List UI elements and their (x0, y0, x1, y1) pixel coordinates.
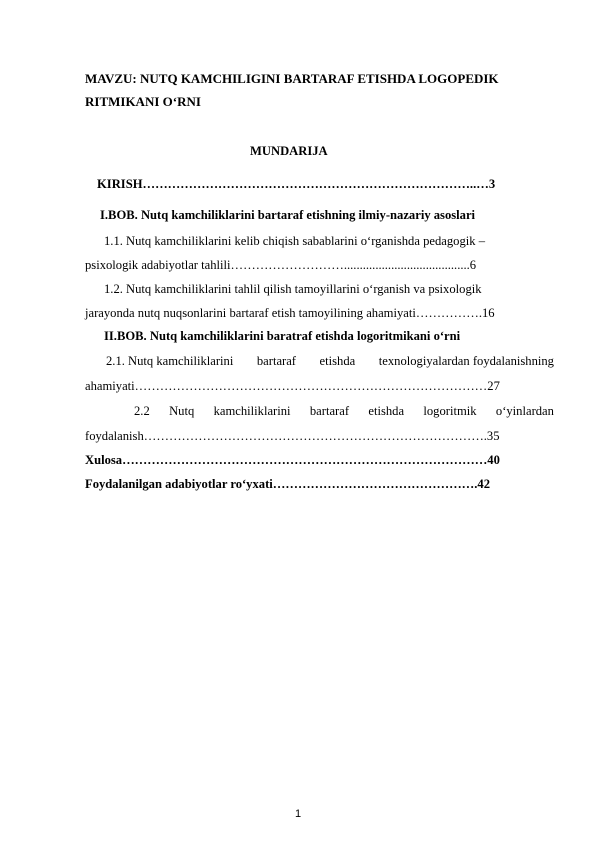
toc-adabiyotlar: Foydalanilgan adabiyotlar ro‘yxati………………………………………….42 (85, 477, 491, 491)
title-line-2: RITMIKANI O‘RNI (85, 94, 201, 109)
toc-word: bartaraf (309, 404, 350, 418)
toc-word: bartaraf (256, 354, 297, 368)
toc-word: etishda (319, 354, 356, 368)
page-number: 1 (294, 808, 302, 820)
toc-section-1-2-line-2: jarayonda nutq nuqsonlarini bartaraf etish tamoyilining ahamiyati…………….16 (85, 306, 495, 320)
toc-word: o‘yinlardan (495, 404, 554, 418)
toc-section-2-2-line-1 (134, 403, 554, 419)
toc-section-1-1-line-2: psixologik adabiyotlar tahlili………………………........................................6 (85, 258, 477, 272)
toc-word: 2.1. Nutq kamchiliklarini (106, 354, 234, 368)
toc-word: Nutq (169, 404, 195, 418)
toc-word: kamchiliklarini (213, 404, 291, 418)
toc-word: 2.2 (134, 404, 150, 418)
toc-word: etishda (368, 404, 405, 418)
toc-word: logoritmik (423, 404, 477, 418)
toc-word: texnologiyalardan foydalanishning (378, 354, 554, 368)
toc-section-2-2-line-2: foydalanish……………………………………………………………………….35 (85, 429, 500, 443)
toc-kirish-text: KIRISH……………………………………………………………………..…3 (97, 177, 496, 191)
toc-section-1-2-line-1: 1.2. Nutq kamchiliklarini tahlil qilish tamoyillarini o‘rganish va psixologik (104, 282, 482, 296)
toc-section-2-1-line-1 (106, 353, 554, 369)
toc-section-2-1-line-2: ahamiyati…………………………………………………………………………27 (85, 379, 500, 393)
title-line-1: MAVZU: NUTQ KAMCHILIGINI BARTARAF ETISHDA LOGOPEDIK (85, 71, 499, 86)
toc-section-1-1-line-1: 1.1. Nutq kamchiliklarini kelib chiqish sabablarini o‘rganishda pedagogik – (104, 234, 485, 248)
toc-xulosa: Xulosa……………………………………………………………………………40 (85, 453, 500, 467)
toc-chapter-2: II.BOB. Nutq kamchiliklarini baratraf etishda logoritmikani o‘rni (104, 329, 461, 343)
toc-chapter-1: I.BOB. Nutq kamchiliklarini bartaraf etishning ilmiy-nazariy asoslari (100, 208, 476, 222)
toc-entry-kirish (97, 176, 495, 192)
toc-heading: MUNDARIJA (250, 144, 328, 158)
